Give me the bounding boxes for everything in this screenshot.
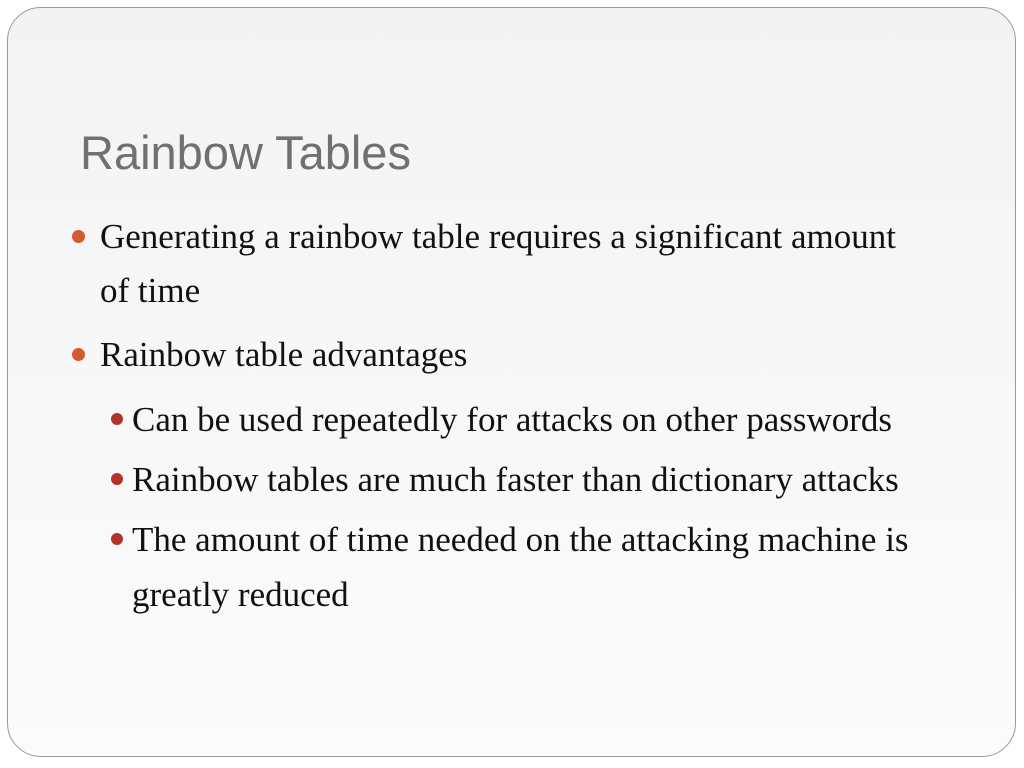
sub-bullet-text: Can be used repeatedly for attacks on other passwords — [132, 400, 893, 439]
slide-title: Rainbow Tables — [80, 126, 411, 179]
bullet-dot-icon — [72, 230, 85, 243]
sub-bullet-text: The amount of time needed on the attacking machine is greatly reduced — [132, 520, 909, 614]
sub-bullet-dot-icon — [111, 533, 123, 545]
sub-bullet-dot-icon — [111, 473, 123, 485]
bullet-list — [68, 210, 968, 627]
slide — [7, 7, 1016, 757]
bullet-dot-icon — [72, 348, 85, 361]
bullet-item — [68, 328, 968, 382]
sub-bullet-item — [101, 452, 968, 507]
bullet-text: Generating a rainbow table requires a significant amount of time — [100, 217, 896, 310]
sub-bullet-dot-icon — [111, 413, 123, 425]
sub-bullet-item — [101, 512, 968, 622]
sub-bullet-text: Rainbow tables are much faster than dictionary attacks — [132, 460, 899, 499]
bullet-item — [68, 210, 968, 318]
sub-bullet-item — [101, 392, 968, 447]
bullet-text: Rainbow table advantages — [100, 335, 468, 374]
